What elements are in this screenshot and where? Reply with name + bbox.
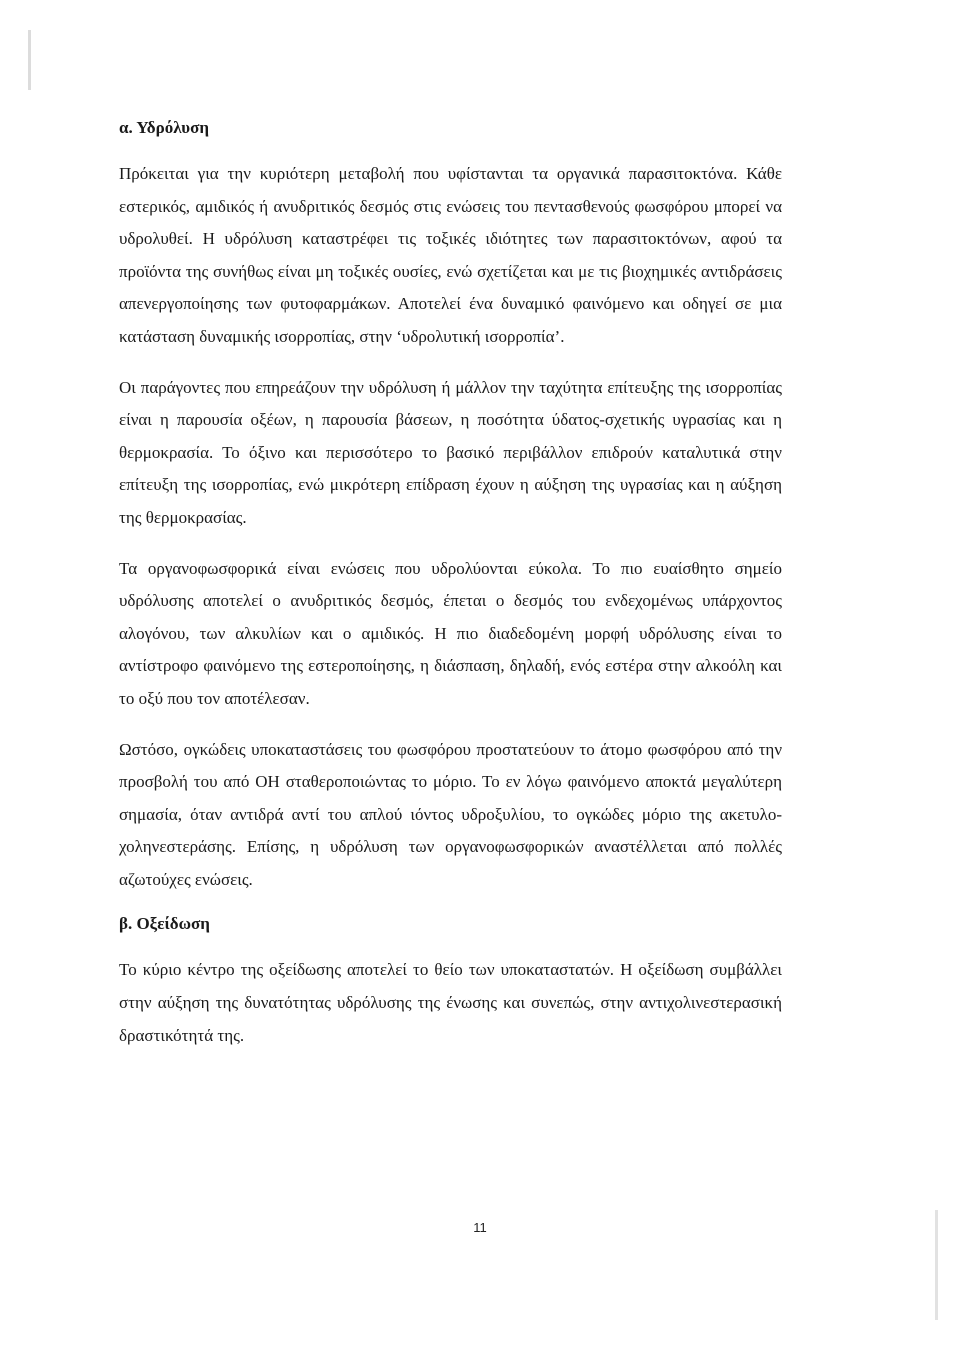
section-heading-oxidation: β. Οξείδωση — [119, 914, 210, 934]
paragraph: Οι παράγοντες που επηρεάζουν την υδρόλυση ή μάλλον την ταχύτητα επίτευξης της ισορροπίας είναι η παρουσία οξέων, η παρουσία βάσεων, η ποσότητα ύδατος-σχετικής υγρασίας και η θερμοκρασία. Το όξινο και περισσότερο το βασικό περιβάλλον επιδρούν καταλυτικά στην επίτευξη της ισορροπίας, ενώ μικρότερη επίδραση έχουν η αύξηση της υγρασίας και η αύξηση της θερμοκρασίας. — [119, 377, 782, 527]
paragraph: Τα οργανοφωσφορικά είναι ενώσεις που υδρολύονται εύκολα. Το πιο ευαίσθητο σημείο υδρόλυσης αποτελεί ο ανυδριτικός δεσμός, έπεται ο δεσμός του ενδεχομένως υπάρχοντος αλογόνου, των αλκυλίων και ο αμιδικός. Η πιο διαδεδομένη μορφή υδρόλυσης είναι το αντίστροφο φαινόμενο της εστεροποίησης, η διάσπαση, δηλαδή, ενός εστέρα στην αλκοόλη και το οξύ που τον αποτέλεσαν. — [119, 558, 782, 708]
document-body — [119, 118, 782, 1070]
scan-edge-mark — [28, 30, 31, 90]
paragraph: Πρόκειται για την κυριότερη μεταβολή που υφίστανται τα οργανικά παρασιτοκτόνα. Κάθε εστερικός, αμιδικός ή ανυδριτικός δεσμός στις ενώσεις του πεντασθενούς φωσφόρου μπορεί να υδρολυθεί. Η υδρόλυση καταστρέφει τις τοξικές ιδιότητες των παρασιτοκτόνων, αφού τα προϊόντα της συνήθως είναι μη τοξικές ουσίες, ενώ σχετίζεται και με τις βιοχημικές αντιδράσεις απενεργοποίησης των φυτοφαρμάκων. Αποτελεί ένα δυναμικό φαινόμενο και οδηγεί σε μια κατάσταση δυναμικής ισορροπίας, στην ‘υδρολυτική ισορροπία’. — [119, 164, 782, 346]
paragraph: Το κύριο κέντρο της οξείδωσης αποτελεί το θείο των υποκαταστατών. Η οξείδωση συμβάλλει στην αύξηση της δυνατότητας υδρόλυσης της ένωσης και συνεπώς, στην αντιχολινεστερασική δραστικότητά της. — [119, 960, 782, 1045]
section-heading-hydrolysis: α. Υδρόλυση — [119, 118, 210, 137]
page-number: 11 — [473, 1220, 487, 1235]
paragraph: Ωστόσο, ογκώδεις υποκαταστάσεις του φωσφόρου προστατεύουν το άτομο φωσφόρου από την προσβολή του από OH σταθεροποιώντας το μόριο. Το εν λόγω φαινόμενο αποκτά μεγαλύτερη σημασία, όταν αντιδρά αντί του απλού ιόντος υδροξυλίου, το ογκώδες μόριο της ακετυλο-χοληνεστεράσης. Επίσης, η υδρόλυση των οργανοφωσφορικών αναστέλλεται από πολλές αζωτούχες ενώσεις. — [119, 739, 782, 889]
